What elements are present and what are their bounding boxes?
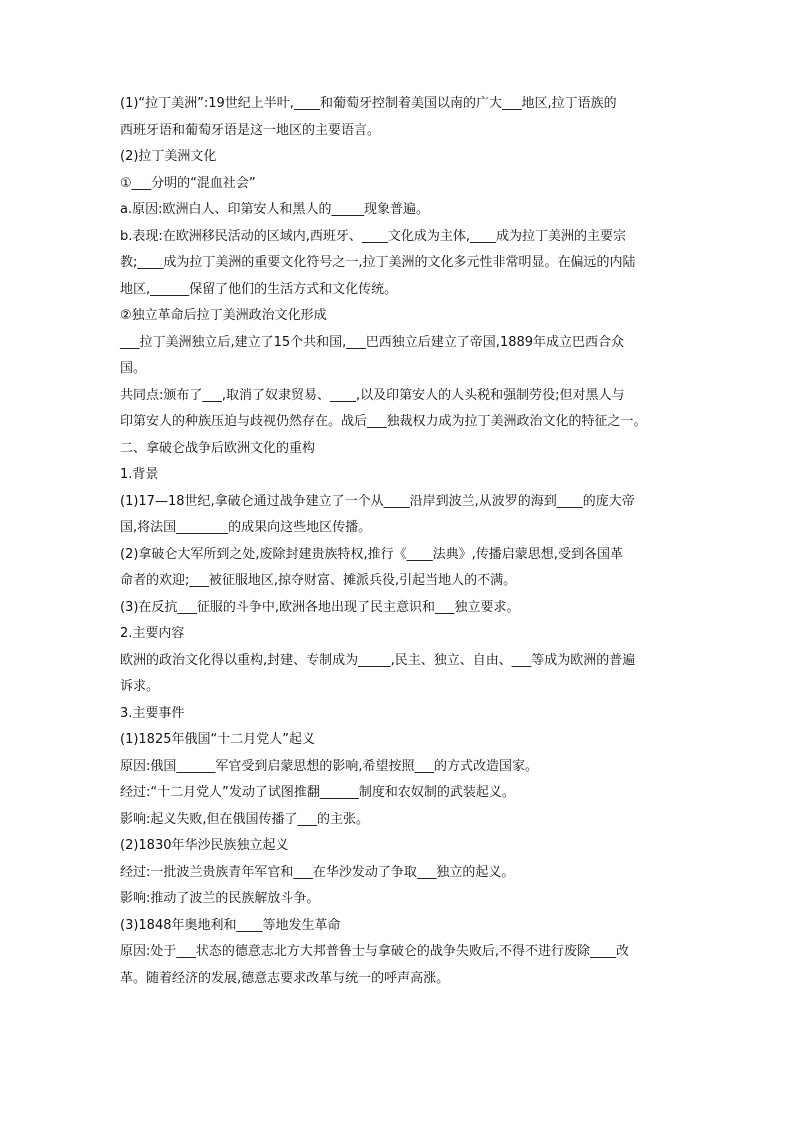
text-line: ___拉丁美洲独立后,建立了15个共和国,___巴西独立后建立了帝国,1889年成立巴西合众 (120, 334, 625, 350)
text-line: 2.主要内容 (120, 626, 185, 641)
text-line: 地区,______保留了他们的生活方式和文化传统。 (120, 281, 398, 297)
text-line: ②独立革命后拉丁美洲政治文化形成 (120, 308, 327, 323)
text-line: (2)1830年华沙民族独立起义 (120, 838, 289, 853)
text-line: 命者的欢迎;___被征服地区,掠夺财富、摊派兵役,引起当地人的不满。 (120, 573, 517, 588)
text-line: ①___分明的“混血社会” (120, 175, 256, 191)
text-line: 国。 (120, 361, 147, 376)
text-line: b.表现:在欧洲移民活动的区域内,西班牙、____文化成为主体,____成为拉丁美洲的主要宗 (120, 228, 627, 244)
text-line: (3)在反抗___征服的斗争中,欧洲各地出现了民主意识和___独立要求。 (120, 599, 520, 615)
text-line: (1)“拉丁美洲”:19世纪上半叶,____和葡萄牙控制着美国以南的广大___地区,拉丁语族的 (120, 96, 617, 111)
text-line: (1)1825年俄国“十二月党人”起义 (120, 732, 315, 747)
text-line: 西班牙语和葡萄牙语是这一地区的主要语言。 (120, 122, 381, 138)
text-line: 欧洲的政治文化得以重构,封建、专制成为_____,民主、独立、自由、___等成为欧洲的普遍 (120, 652, 636, 668)
text-line: 国,将法国________的成果向这些地区传播。 (120, 520, 372, 535)
section-heading: 二、拿破仑战争后欧洲文化的重构 (120, 440, 316, 456)
text-line: 革。随着经济的发展,德意志要求改革与统一的呼声高涨。 (120, 970, 450, 986)
text-line: 影响:起义失败,但在俄国传播了___的主张。 (120, 811, 370, 827)
text-line: 诉求。 (120, 679, 160, 694)
text-line: 经过:“十二月党人”发动了试图推翻______制度和农奴制的武装起义。 (120, 785, 515, 800)
document-body (120, 91, 680, 992)
text-line: 经过:一批波兰贵族青年军官和___在华沙发动了争取___独立的起义。 (120, 864, 515, 880)
text-line: 教;____成为拉丁美洲的重要文化符号之一,拉丁美洲的文化多元性非常明显。在偏远的内陆 (120, 255, 636, 270)
text-line: 印第安人的种族压迫与歧视仍然存在。战后___独裁权力成为拉丁美洲政治文化的特征之一。 (120, 414, 647, 429)
text-line: 影响:推动了波兰的民族解放斗争。 (120, 891, 320, 906)
text-line: 3.主要事件 (120, 705, 185, 721)
text-line: (1)17—18世纪,拿破仑通过战争建立了一个从____沿岸到波兰,从波罗的海到____的庞大帝 (120, 493, 635, 509)
text-line: (2)拿破仑大军所到之处,废除封建贵族特权,推行《____法典》,传播启蒙思想,受到各国革 (120, 546, 623, 562)
text-line: 原因:俄国______军官受到启蒙思想的影响,希望按照___的方式改造国家。 (120, 758, 539, 774)
text-line: a.原因:欧洲白人、印第安人和黑人的_____现象普遍。 (120, 202, 429, 217)
text-line: 共同点:颁布了___,取消了奴隶贸易、____,以及印第安人的人头税和强制劳役;但对黑人与 (120, 387, 625, 403)
text-line: (2)拉丁美洲文化 (120, 149, 217, 164)
text-line: (3)1848年奥地利和____等地发生革命 (120, 917, 341, 933)
text-line: 原因:处于___状态的德意志北方大邦普鲁士与拿破仑的战争失败后,不得不进行废除____改 (120, 944, 630, 959)
text-line: 1.背景 (120, 467, 159, 482)
